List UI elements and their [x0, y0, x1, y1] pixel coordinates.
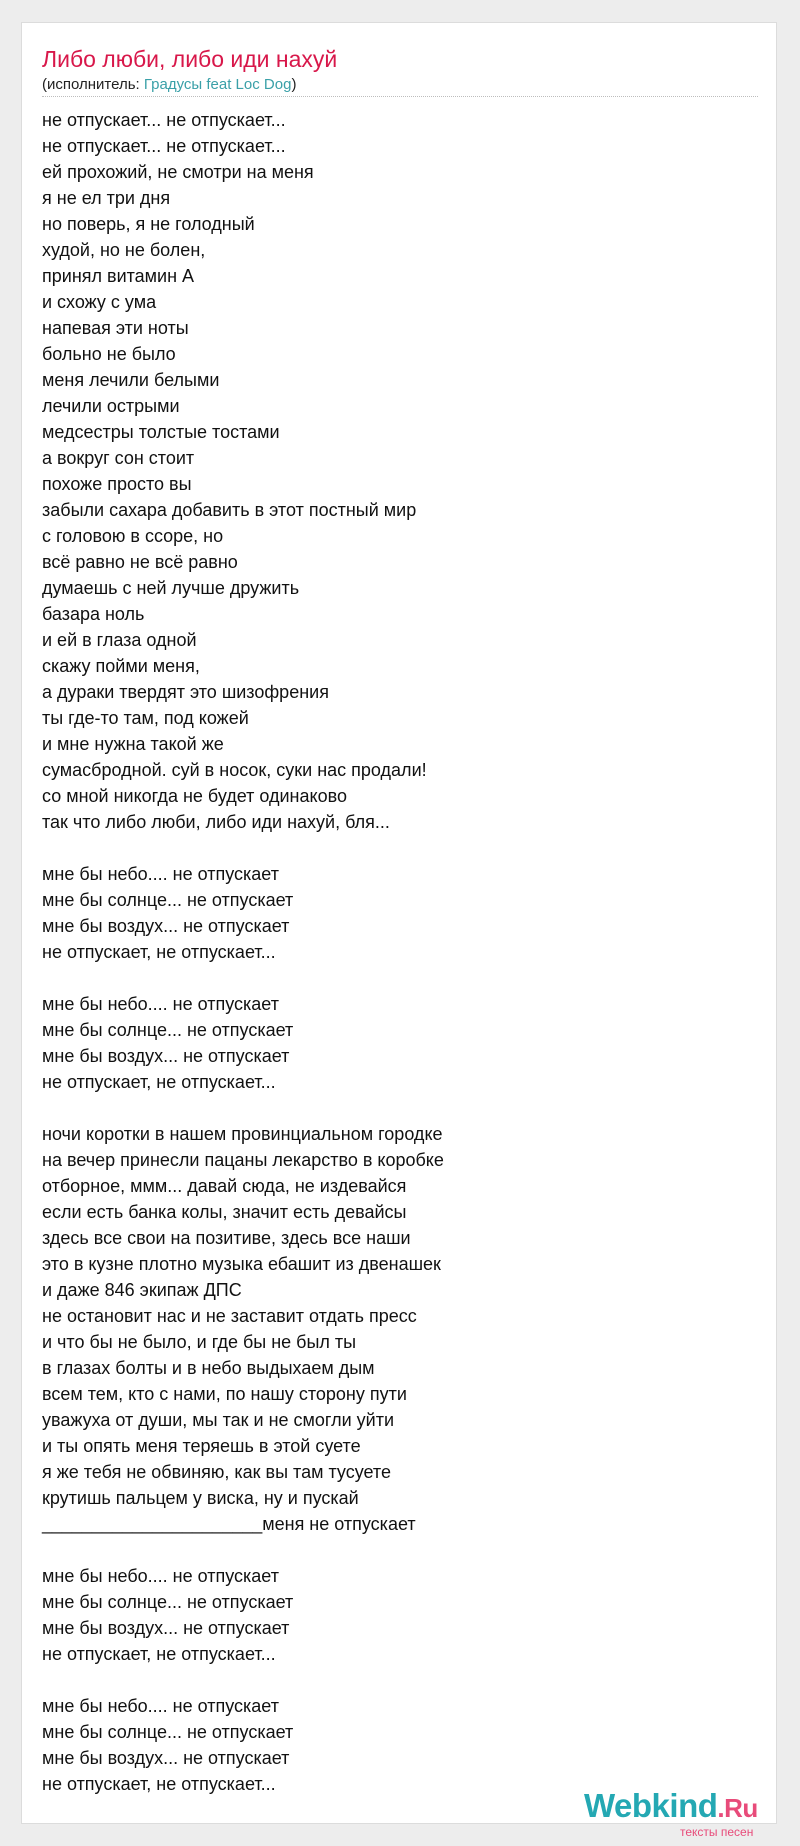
- lyric-line: не отпускает, не отпускает...: [42, 1072, 276, 1092]
- lyric-line: с головою в ссоре, но: [42, 526, 224, 546]
- lyric-line: так что либо люби, либо иди нахуй, бля...: [42, 812, 390, 832]
- lyric-line: похоже просто вы: [42, 474, 192, 494]
- site-logo[interactable]: [584, 1787, 784, 1837]
- lyric-line: и даже 846 экипаж ДПС: [42, 1280, 242, 1300]
- logo-brand: [584, 1787, 758, 1827]
- lyric-line: сумасбродной. суй в носок, суки нас продали!: [42, 760, 427, 780]
- lyric-line: всё равно не всё равно: [42, 552, 238, 572]
- lyric-line: мне бы солнце... не отпускает: [42, 1722, 294, 1742]
- lyric-line: я не ел три дня: [42, 188, 171, 208]
- lyric-line: мне бы небо.... не отпускает: [42, 864, 279, 884]
- lyric-line: думаешь с ней лучше дружить: [42, 578, 300, 598]
- logo-tld: .Ru: [717, 1793, 758, 1823]
- lyric-line: ночи коротки в нашем провинциальном городке: [42, 1124, 443, 1144]
- lyric-line: ______________________меня не отпускает: [42, 1514, 416, 1534]
- lyric-line: но поверь, я не голодный: [42, 214, 255, 234]
- lyric-line: а вокруг сон стоит: [42, 448, 195, 468]
- lyric-line: напевая эти ноты: [42, 318, 189, 338]
- performer-prefix: (исполнитель:: [42, 76, 144, 93]
- performer-suffix: ): [291, 76, 297, 93]
- lyric-line: уважуха от души, мы так и не смогли уйти: [42, 1410, 395, 1430]
- lyric-line: ей прохожий, не смотри на меня: [42, 162, 314, 182]
- stanza-break: [42, 1537, 758, 1563]
- lyric-line: не отпускает... не отпускает...: [42, 136, 286, 156]
- lyric-line: не остановит нас и не заставит отдать пресс: [42, 1306, 417, 1326]
- lyric-line: медсестры толстые тостами: [42, 422, 280, 442]
- lyric-line: мне бы солнце... не отпускает: [42, 1020, 294, 1040]
- lyric-line: не отпускает, не отпускает...: [42, 942, 276, 962]
- logo-tagline: тексты песен: [680, 1825, 754, 1839]
- lyric-line: со мной никогда не будет одинаково: [42, 786, 347, 806]
- stanza-break: [42, 1095, 758, 1121]
- title-divider: [42, 96, 758, 97]
- lyric-line: здесь все свои на позитиве, здесь все наши: [42, 1228, 411, 1248]
- lyric-line: и ты опять меня теряешь в этой суете: [42, 1436, 361, 1456]
- lyric-line: лечили острыми: [42, 396, 180, 416]
- lyric-line: забыли сахара добавить в этот постный мир: [42, 500, 417, 520]
- lyric-line: мне бы солнце... не отпускает: [42, 1592, 294, 1612]
- lyric-line: крутишь пальцем у виска, ну и пускай: [42, 1488, 359, 1508]
- lyric-line: худой, но не болен,: [42, 240, 206, 260]
- lyric-line: мне бы солнце... не отпускает: [42, 890, 294, 910]
- lyric-line: и схожу с ума: [42, 292, 157, 312]
- lyric-line: и ей в глаза одной: [42, 630, 197, 650]
- lyric-line: мне бы небо.... не отпускает: [42, 1566, 279, 1586]
- lyric-line: и что бы не было, и где бы не был ты: [42, 1332, 357, 1352]
- logo-brand-name: Webkind: [584, 1787, 718, 1824]
- stanza-break: [42, 1667, 758, 1693]
- lyric-line: а дураки твердят это шизофрения: [42, 682, 329, 702]
- lyric-line: мне бы воздух... не отпускает: [42, 1618, 290, 1638]
- lyrics-text: [42, 107, 758, 1797]
- lyric-line: на вечер принесли пацаны лекарство в коробке: [42, 1150, 444, 1170]
- lyric-line: мне бы небо.... не отпускает: [42, 1696, 279, 1716]
- performer-line: [42, 76, 296, 94]
- lyric-line: мне бы воздух... не отпускает: [42, 1046, 290, 1066]
- lyric-line: и мне нужна такой же: [42, 734, 224, 754]
- lyric-line: меня лечили белыми: [42, 370, 220, 390]
- lyric-line: это в кузне плотно музыка ебашит из двенашек: [42, 1254, 441, 1274]
- lyric-line: не отпускает, не отпускает...: [42, 1644, 276, 1664]
- lyric-line: принял витамин А: [42, 266, 195, 286]
- lyric-line: отборное, ммм... давай сюда, не издевайся: [42, 1176, 407, 1196]
- lyric-line: больно не было: [42, 344, 176, 364]
- song-title: Либо люби, либо иди нахуй: [42, 46, 338, 72]
- lyric-line: скажу пойми меня,: [42, 656, 200, 676]
- lyric-line: ты где-то там, под кожей: [42, 708, 249, 728]
- lyric-line: мне бы небо.... не отпускает: [42, 994, 279, 1014]
- lyric-line: мне бы воздух... не отпускает: [42, 1748, 290, 1768]
- lyric-line: в глазах болты и в небо выдыхаем дым: [42, 1358, 375, 1378]
- artist-link[interactable]: Градусы feat Loc Dog: [143, 76, 292, 93]
- lyric-line: не отпускает... не отпускает...: [42, 110, 286, 130]
- stanza-break: [42, 965, 758, 991]
- lyrics-page: [21, 22, 777, 1839]
- lyric-line: всем тем, кто с нами, по нашу сторону пути: [42, 1384, 407, 1404]
- lyric-line: мне бы воздух... не отпускает: [42, 916, 290, 936]
- lyric-line: если есть банка колы, значит есть девайсы: [42, 1202, 407, 1222]
- lyric-line: базара ноль: [42, 604, 145, 624]
- stanza-break: [42, 835, 758, 861]
- lyric-line: я же тебя не обвиняю, как вы там тусуете: [42, 1462, 391, 1482]
- lyric-line: не отпускает, не отпускает...: [42, 1774, 276, 1794]
